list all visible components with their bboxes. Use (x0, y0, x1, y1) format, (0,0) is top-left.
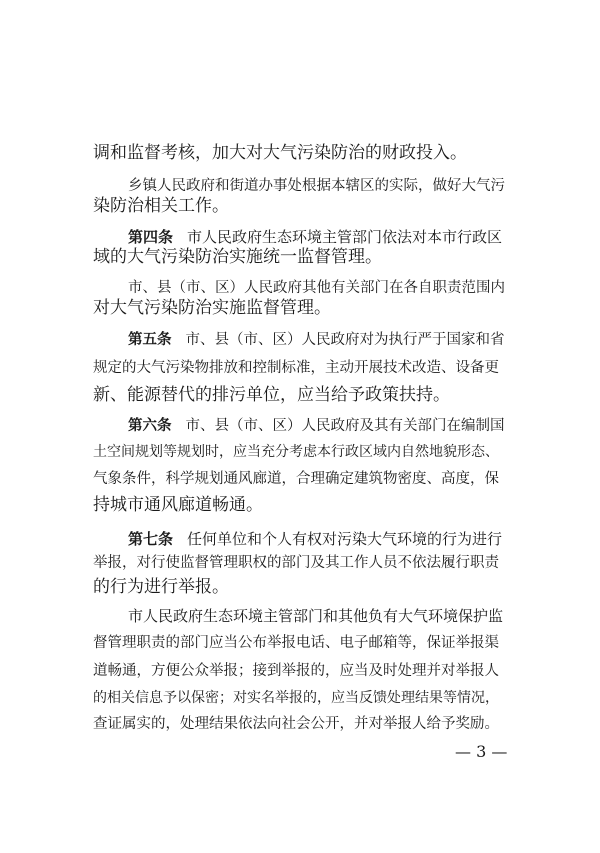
text-line (93, 495, 263, 515)
article-heading: 第五条 (128, 332, 172, 348)
text-line (93, 577, 229, 597)
line-text: 调和监督考核，加大对大气污染防治的财政投入。 (93, 143, 467, 163)
line-text: 督管理职责的部门应当公布举报电话、电子邮箱等，保证举报渠 (93, 635, 499, 651)
line-text: 举报，对行使监督管理职权的部门及其工作人员不依法履行职责 (93, 555, 499, 571)
article-line (128, 529, 502, 549)
article-line (128, 416, 505, 436)
line-text: 市、县（市、区）人民政府对为执行严于国家和省 (185, 332, 505, 348)
line-text: 查证属实的，处理结果依法向社会公开，并对举报人给予奖励。 (93, 716, 499, 732)
line-text: 任何单位和个人有权对污染大气环境的行为进行 (187, 530, 503, 548)
article-heading: 第四条 (128, 228, 174, 246)
line-text: 规定的大气污染物排放和控制标准，主动开展技术改造、设备更 (93, 360, 499, 376)
text-line (93, 143, 467, 163)
line-text: 市人民政府生态环境主管部门依法对本市行政区 (187, 228, 503, 246)
text-line (93, 553, 499, 573)
page-number: — 3 — (455, 742, 508, 761)
text-line (93, 298, 331, 318)
text-line (128, 606, 503, 626)
article-heading: 第六条 (128, 418, 172, 434)
line-text: 市、县（市、区）人民政府其他有关部门在各自职责范围内 (128, 280, 505, 296)
line-text: 市、县（市、区）人民政府及其有关部门在编制国 (185, 418, 505, 434)
line-text: 持城市通风廊道畅通。 (93, 495, 263, 515)
line-text: 市人民政府生态环境主管部门和其他负有大气环境保护监 (128, 607, 504, 625)
text-line (93, 661, 499, 681)
text-line (93, 358, 499, 378)
line-text: 气象条件，科学规划通风廊道，合理确定建筑物密度、高度，保 (93, 471, 499, 487)
article-line (128, 227, 502, 247)
line-text: 的行为进行举报。 (93, 577, 229, 597)
article-line (128, 330, 505, 350)
line-text: 乡镇人民政府和街道办事处根据本辖区的实际，做好大气污 (128, 178, 505, 194)
line-text: 土空间规划等规划时，应当充分考虑本行政区域内自然地貌形态、 (93, 444, 499, 460)
text-line (93, 196, 229, 216)
text-line (93, 633, 499, 653)
text-line (93, 688, 499, 708)
line-text: 染防治相关工作。 (93, 196, 229, 216)
text-line (93, 385, 450, 405)
line-text: 域的大气污染防治实施统一监督管理。 (93, 247, 382, 267)
text-line (93, 247, 382, 267)
text-line (128, 176, 505, 196)
line-text: 对大气污染防治实施监督管理。 (93, 298, 331, 318)
line-text: 道畅通，方便公众举报；接到举报的，应当及时处理并对举报人 (93, 663, 499, 679)
article-heading: 第七条 (128, 530, 174, 548)
text-line (93, 714, 499, 734)
text-line (93, 442, 499, 462)
text-line (128, 278, 505, 298)
line-text: 新、能源替代的排污单位，应当给予政策扶持。 (93, 385, 450, 405)
line-text: 的相关信息予以保密；对实名举报的，应当反馈处理结果等情况， (93, 690, 499, 706)
text-line (93, 469, 499, 489)
